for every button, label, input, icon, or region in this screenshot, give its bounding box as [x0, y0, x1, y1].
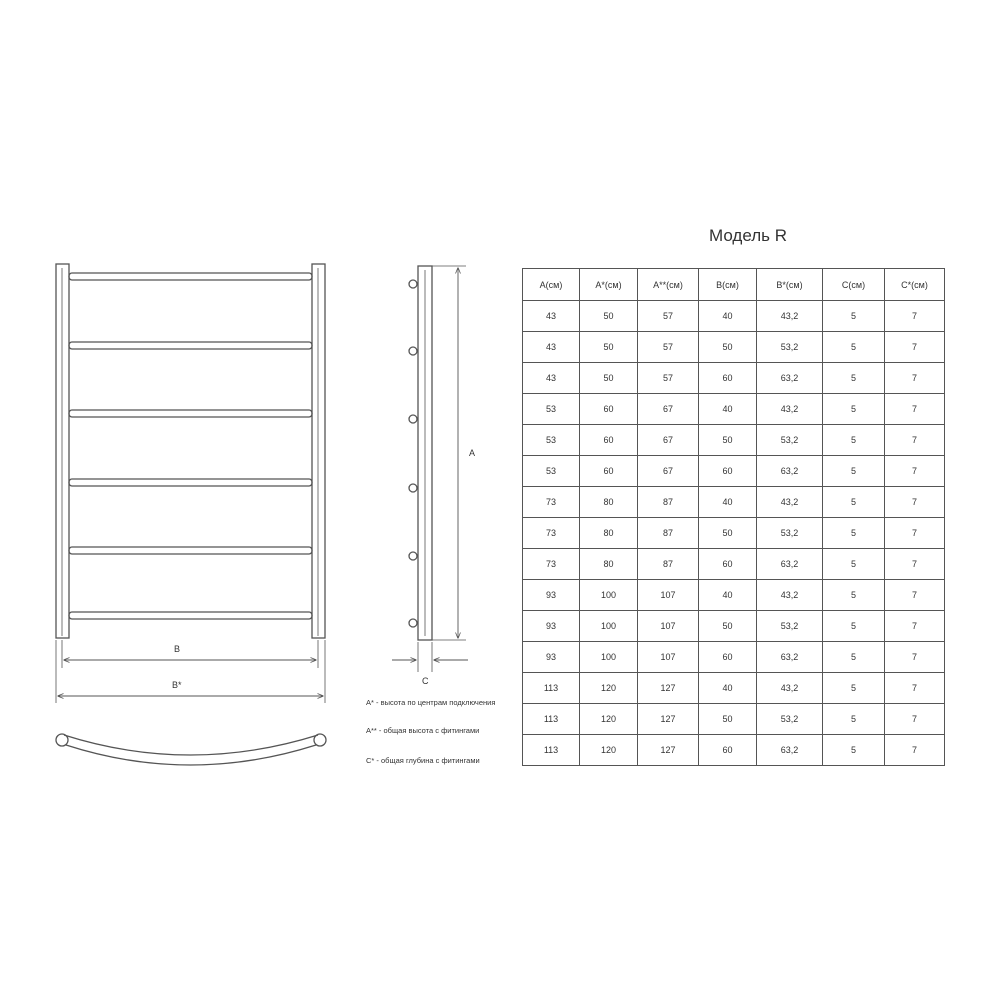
table-cell: 53	[523, 394, 580, 425]
table-cell: 53,2	[757, 611, 823, 642]
table-cell: 40	[699, 487, 757, 518]
right-upright	[312, 264, 325, 638]
table-cell: 107	[638, 580, 699, 611]
table-row	[523, 673, 945, 704]
table-cell: 5	[823, 580, 885, 611]
note-a-star: А* - высота по центрам подключения	[366, 698, 496, 707]
table-cell: 73	[523, 518, 580, 549]
table-cell: 63,2	[757, 549, 823, 580]
table-cell: 107	[638, 611, 699, 642]
table-cell: 5	[823, 704, 885, 735]
table-cell: 43	[523, 363, 580, 394]
table-cell: 7	[885, 642, 945, 673]
column-header: B(см)	[699, 269, 757, 301]
table-cell: 50	[699, 611, 757, 642]
front-view-drawing	[56, 264, 325, 703]
table-cell: 50	[580, 332, 638, 363]
table-cell: 5	[823, 642, 885, 673]
table-cell: 57	[638, 301, 699, 332]
table-cell: 60	[580, 456, 638, 487]
table-cell: 7	[885, 580, 945, 611]
column-header: B*(см)	[757, 269, 823, 301]
table-cell: 60	[580, 425, 638, 456]
table-cell: 7	[885, 735, 945, 766]
table-cell: 100	[580, 642, 638, 673]
table-row	[523, 704, 945, 735]
table-cell: 5	[823, 487, 885, 518]
table-cell: 7	[885, 332, 945, 363]
table-cell: 80	[580, 487, 638, 518]
table-cell: 127	[638, 673, 699, 704]
table-cell: 43,2	[757, 673, 823, 704]
table-cell: 107	[638, 642, 699, 673]
table-cell: 40	[699, 394, 757, 425]
table-cell: 53,2	[757, 518, 823, 549]
table-cell: 93	[523, 580, 580, 611]
table-cell: 63,2	[757, 735, 823, 766]
table-cell: 113	[523, 735, 580, 766]
table-cell: 5	[823, 456, 885, 487]
table-cell: 43,2	[757, 487, 823, 518]
table-row	[523, 456, 945, 487]
table-cell: 7	[885, 425, 945, 456]
table-cell: 50	[699, 332, 757, 363]
table-row	[523, 394, 945, 425]
table-cell: 5	[823, 332, 885, 363]
table-cell: 67	[638, 394, 699, 425]
table-cell: 100	[580, 580, 638, 611]
dimension-c-label: C	[422, 676, 429, 686]
table-cell: 43,2	[757, 394, 823, 425]
side-bar-ends	[409, 280, 417, 627]
table-row	[523, 580, 945, 611]
table-cell: 120	[580, 673, 638, 704]
table-cell: 53,2	[757, 704, 823, 735]
table-row	[523, 642, 945, 673]
table-cell: 43,2	[757, 301, 823, 332]
table-cell: 87	[638, 487, 699, 518]
table-cell: 7	[885, 456, 945, 487]
table-cell: 5	[823, 611, 885, 642]
table-cell: 73	[523, 549, 580, 580]
dimension-b-star-label: B*	[172, 680, 182, 690]
table-row	[523, 735, 945, 766]
table-cell: 40	[699, 673, 757, 704]
table-cell: 127	[638, 735, 699, 766]
left-upright	[56, 264, 69, 638]
table-cell: 67	[638, 425, 699, 456]
table-cell: 5	[823, 394, 885, 425]
table-cell: 5	[823, 363, 885, 394]
table-cell: 50	[699, 425, 757, 456]
table-cell: 53	[523, 425, 580, 456]
table-cell: 87	[638, 518, 699, 549]
table-cell: 43	[523, 301, 580, 332]
table-cell: 53	[523, 456, 580, 487]
table-cell: 40	[699, 580, 757, 611]
model-title: Модель R	[708, 226, 788, 245]
column-header: C*(см)	[885, 269, 945, 301]
table-cell: 60	[699, 735, 757, 766]
dimensions-table	[522, 268, 945, 766]
table-row	[523, 425, 945, 456]
column-header: A**(см)	[638, 269, 699, 301]
table-cell: 50	[699, 518, 757, 549]
table-row	[523, 487, 945, 518]
table-cell: 67	[638, 456, 699, 487]
table-cell: 80	[580, 549, 638, 580]
table-cell: 53,2	[757, 425, 823, 456]
dimension-a-label: A	[469, 448, 476, 458]
table-cell: 7	[885, 704, 945, 735]
table-cell: 60	[699, 549, 757, 580]
table-cell: 53,2	[757, 332, 823, 363]
table-cell: 100	[580, 611, 638, 642]
table-row	[523, 611, 945, 642]
table-cell: 7	[885, 673, 945, 704]
table-cell: 50	[699, 704, 757, 735]
table-cell: 50	[580, 301, 638, 332]
note-a-double-star: А** - общая высота с фитингами	[366, 726, 480, 735]
column-header: A(см)	[523, 269, 580, 301]
table-cell: 7	[885, 487, 945, 518]
table-cell: 7	[885, 301, 945, 332]
table-cell: 40	[699, 301, 757, 332]
table-cell: 7	[885, 518, 945, 549]
table-cell: 5	[823, 735, 885, 766]
table-header-row	[523, 269, 945, 301]
table-cell: 113	[523, 673, 580, 704]
table-cell: 7	[885, 611, 945, 642]
table-cell: 87	[638, 549, 699, 580]
table-cell: 57	[638, 363, 699, 394]
column-header: C(см)	[823, 269, 885, 301]
table-row	[523, 332, 945, 363]
table-cell: 5	[823, 518, 885, 549]
table-cell: 7	[885, 394, 945, 425]
table-cell: 63,2	[757, 363, 823, 394]
table-cell: 93	[523, 642, 580, 673]
table-cell: 93	[523, 611, 580, 642]
table-cell: 60	[580, 394, 638, 425]
table-cell: 5	[823, 549, 885, 580]
table-cell: 63,2	[757, 456, 823, 487]
table-cell: 127	[638, 704, 699, 735]
table-row	[523, 549, 945, 580]
table-cell: 73	[523, 487, 580, 518]
table-cell: 5	[823, 301, 885, 332]
table-cell: 60	[699, 363, 757, 394]
top-view-drawing	[56, 734, 326, 765]
table-cell: 60	[699, 456, 757, 487]
table-cell: 63,2	[757, 642, 823, 673]
table-cell: 43,2	[757, 580, 823, 611]
table-cell: 7	[885, 363, 945, 394]
crossbars	[69, 273, 312, 619]
table-cell: 43	[523, 332, 580, 363]
table-cell: 5	[823, 673, 885, 704]
table-cell: 120	[580, 704, 638, 735]
column-header: A*(см)	[580, 269, 638, 301]
table-cell: 60	[699, 642, 757, 673]
side-view-drawing	[392, 266, 468, 672]
note-c-star: С* - общая глубина с фитингами	[366, 756, 480, 765]
table-cell: 57	[638, 332, 699, 363]
table-cell: 50	[580, 363, 638, 394]
table-cell: 80	[580, 518, 638, 549]
table-row	[523, 301, 945, 332]
table-cell: 7	[885, 549, 945, 580]
table-cell: 5	[823, 425, 885, 456]
dimension-b-label: B	[174, 644, 181, 654]
table-cell: 120	[580, 735, 638, 766]
table-row	[523, 518, 945, 549]
table-row	[523, 363, 945, 394]
table-cell: 113	[523, 704, 580, 735]
